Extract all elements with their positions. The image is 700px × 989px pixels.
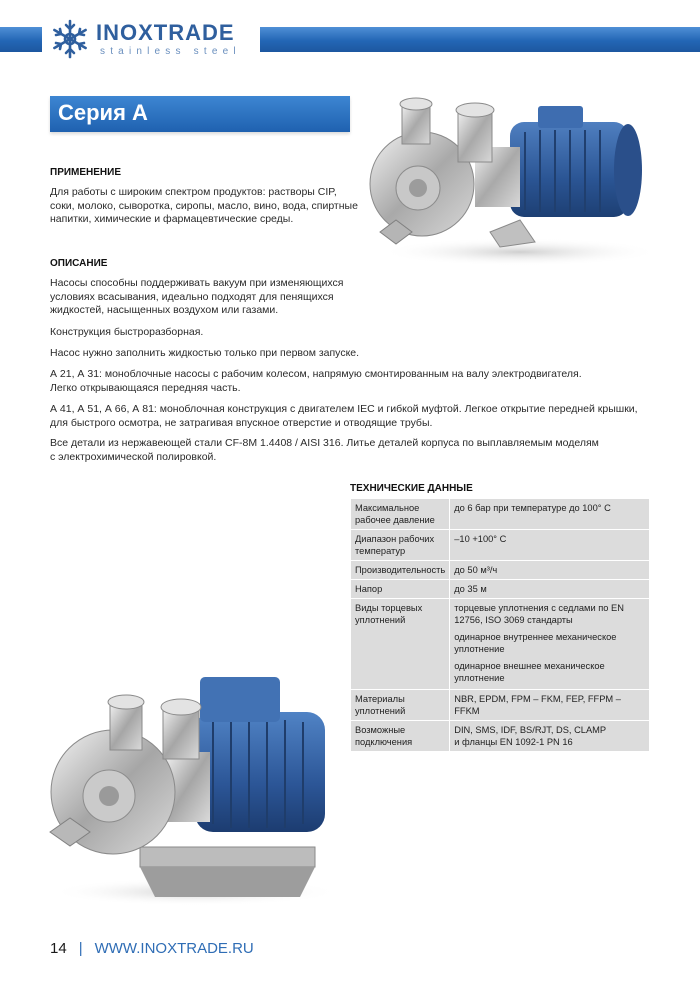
- application-line: Для работы с широким спектром продуктов: растворы CIP,: [50, 186, 337, 198]
- key-line: Максимальное: [355, 503, 420, 513]
- title-bar: [50, 96, 350, 132]
- tech-data-heading: ТЕХНИЧЕСКИЕ ДАННЫЕ: [350, 483, 473, 494]
- application-line: напитки, химические и фармацевтические среды.: [50, 213, 294, 225]
- tech-data-table: [350, 498, 650, 752]
- value-line: и фланцы EN 1092-1 PN 16: [454, 737, 573, 747]
- footer: [50, 940, 254, 957]
- footer-separator: |: [78, 940, 83, 957]
- application-text: [50, 186, 358, 227]
- brand-name: INOXTRADE: [96, 20, 235, 45]
- pump-image-bottom: [45, 672, 350, 907]
- description-line: с электрохимической полировкой.: [50, 450, 217, 463]
- application-heading: ПРИМЕНЕНИЕ: [50, 167, 122, 178]
- table-value: [450, 561, 650, 580]
- table-row: [351, 530, 650, 561]
- table-value: [450, 499, 650, 530]
- description-p1: [50, 277, 344, 318]
- brand-tagline: stainless steel: [100, 46, 241, 57]
- table-value: [450, 721, 650, 752]
- description-line: А 21, А 31: моноблочные насосы с рабочим колесом, напрямую смонтированным на валу электродвигателя.: [50, 368, 582, 380]
- key-line: подключения: [355, 737, 413, 747]
- key-line: Материалы: [355, 694, 405, 704]
- value-line: одинарное внешнее механическое уплотнение: [454, 661, 605, 683]
- value-line: торцевые уплотнения с седлами по EN 12756, ISO 3069 стандарты: [454, 603, 624, 625]
- key-line: уплотнений: [355, 706, 406, 716]
- value-line: до 50 м³/ч: [454, 565, 498, 575]
- description-line: для быстрого осмотра, не затрагивая впускное отверстие и отводящие трубы.: [50, 416, 433, 429]
- description-line: Легко открывающаяся передняя часть.: [50, 381, 241, 394]
- table-value: [450, 530, 650, 561]
- footer-url[interactable]: WWW.INOXTRADE.RU: [94, 940, 254, 957]
- description-p6: [50, 437, 599, 464]
- table-row: [351, 599, 650, 690]
- table-key: [351, 599, 450, 690]
- key-line: температур: [355, 546, 406, 556]
- application-line: соки, молоко, сыворотка, сиропы, масло, вино, вода, спиртные: [50, 199, 358, 212]
- value-line: одинарное внутреннее механическое уплотнение: [454, 632, 617, 654]
- table-row: [351, 561, 650, 580]
- table-row: [351, 721, 650, 752]
- description-line: Насосы способны поддерживать вакуум при изменяющихся: [50, 277, 344, 289]
- description-p5: [50, 403, 638, 430]
- table-value: [450, 690, 650, 721]
- description-p3: Насос нужно заполнить жидкостью только при первом запуске.: [50, 347, 360, 359]
- description-p4: [50, 368, 582, 395]
- page-title: Серия А: [58, 100, 148, 125]
- description-p2: Конструкция быстроразборная.: [50, 326, 204, 338]
- value-line: NBR, EPDM, FPM – FKM, FEP, FFPM – FFKM: [454, 694, 621, 716]
- key-line: рабочее давление: [355, 515, 435, 525]
- key-line: Возможные: [355, 725, 406, 735]
- key-line: Напор: [355, 584, 383, 594]
- key-line: Диапазон рабочих: [355, 534, 435, 544]
- snowflake-logo-icon: [50, 17, 90, 61]
- table-key: [351, 499, 450, 530]
- description-line: А 41, А 51, А 66, А 81: моноблочная конструкция с двигателем IEC и гибкой муфтой. Легкое открытие передней крышки,: [50, 403, 638, 415]
- table-key: [351, 580, 450, 599]
- table-row: [351, 690, 650, 721]
- description-line: жидкостей, насыщенных воздухом или газами.: [50, 304, 279, 316]
- table-key: [351, 690, 450, 721]
- description-line: Все детали из нержавеющей стали CF-8M 1.4408 / AISI 316. Литье деталей корпуса по выплавляемым моделям: [50, 437, 599, 449]
- value-line: до 6 бар при температуре до 100° С: [454, 503, 611, 513]
- table-key: [351, 721, 450, 752]
- table-value: [450, 580, 650, 599]
- value-line: –10 +100° С: [454, 534, 507, 544]
- table-value: [450, 599, 650, 690]
- description-line: условиях всасывания, идеально подходят для пенящихся: [50, 290, 334, 303]
- logo: [42, 13, 260, 65]
- table-row: [351, 580, 650, 599]
- table-key: [351, 561, 450, 580]
- value-line: до 35 м: [454, 584, 487, 594]
- description-heading: ОПИСАНИЕ: [50, 258, 108, 269]
- key-line: уплотнений: [355, 615, 406, 625]
- page-number: 14: [50, 940, 67, 957]
- key-line: Виды торцевых: [355, 603, 423, 613]
- table-key: [351, 530, 450, 561]
- value-line: DIN, SMS, IDF, BS/RJT, DS, CLAMP: [454, 725, 607, 735]
- key-line: Производительность: [355, 565, 446, 575]
- pump-image-top: [360, 92, 660, 267]
- table-row: [351, 499, 650, 530]
